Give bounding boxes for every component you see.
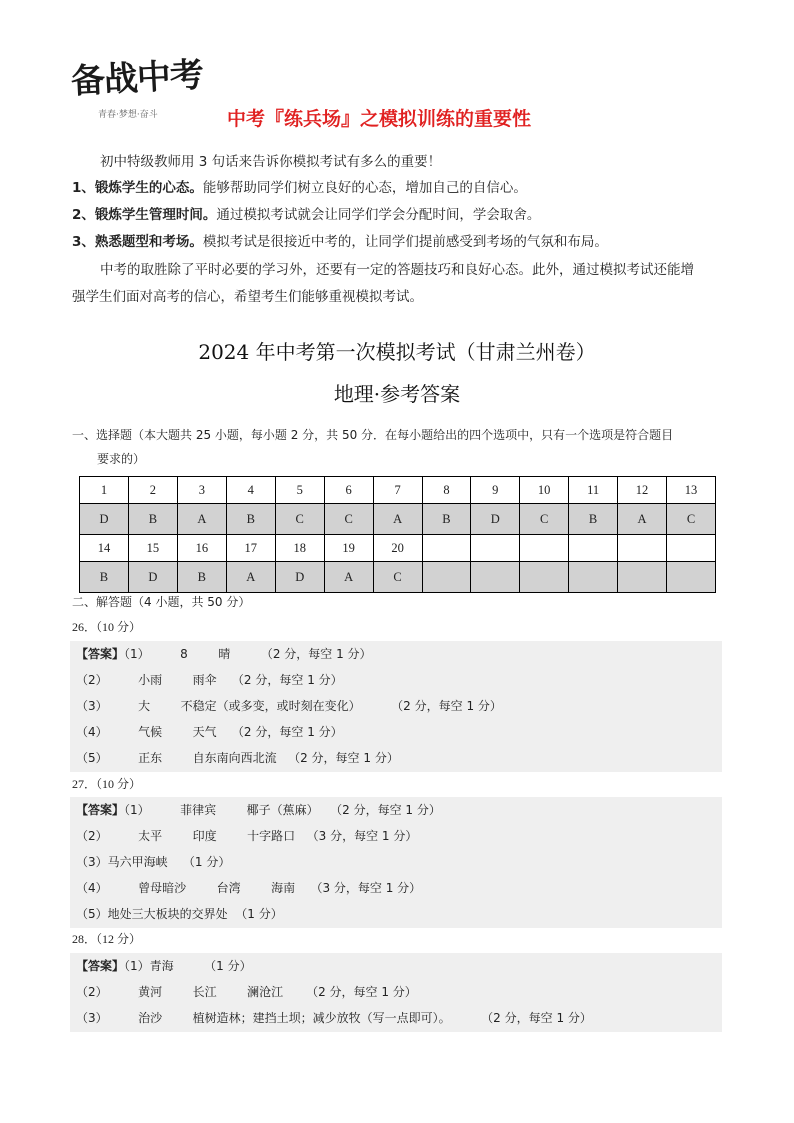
- q26-line-5: （5） 正东 自东南向西北流 （2 分，每空 1 分）: [76, 751, 399, 765]
- table-cell: [520, 562, 569, 593]
- table-cell: 20: [373, 535, 422, 562]
- q28-answer-box: [70, 953, 722, 1032]
- table-cell: D: [80, 504, 129, 535]
- point-text: 模拟考试是很接近中考的，让同学们提前感受到考场的气氛和布局。: [202, 234, 608, 250]
- answer-text: （1）青海 （1 分）: [124, 959, 252, 973]
- q27-answer-box: [70, 797, 722, 928]
- intro-point-2: [72, 205, 540, 225]
- table-cell: 6: [324, 477, 373, 504]
- q28-heading: 28．（12 分）: [72, 932, 142, 946]
- answer-label: 【答案】: [76, 803, 125, 817]
- table-cell: C: [275, 504, 324, 535]
- exam-subtitle: 地理·参考答案: [333, 382, 461, 406]
- table-cell: B: [422, 504, 471, 535]
- table-cell: B: [569, 504, 618, 535]
- point-bold: 锻炼学生管理时间。: [94, 207, 217, 223]
- q26-line-4: （4） 气候 天气 （2 分，每空 1 分）: [76, 725, 343, 739]
- table-cell: [471, 535, 520, 562]
- table-cell: 12: [618, 477, 667, 504]
- table-cell: D: [471, 504, 520, 535]
- table-cell: A: [324, 562, 373, 593]
- answer-table: [79, 476, 716, 593]
- logo: [70, 55, 220, 126]
- table-cell: [667, 535, 716, 562]
- point-num: 1、: [72, 180, 95, 196]
- table-cell: C: [324, 504, 373, 535]
- table-cell: C: [667, 504, 716, 535]
- logo-subtext: 青春·梦想·奋斗: [98, 110, 158, 120]
- q28-line-2: （2） 黄河 长江 澜沧江 （2 分，每空 1 分）: [76, 985, 417, 999]
- table-cell: 8: [422, 477, 471, 504]
- answer-text: （1） 菲律宾 椰子（蕉麻） （2 分，每空 1 分）: [124, 803, 441, 817]
- q27-line-2: （2） 太平 印度 十字路口 （3 分，每空 1 分）: [76, 829, 418, 843]
- table-row-answers-1: [80, 504, 716, 535]
- point-bold: 锻炼学生的心态。: [94, 180, 203, 196]
- point-text: 能够帮助同学们树立良好的心态，增加自己的自信心。: [202, 180, 527, 196]
- table-cell: 10: [520, 477, 569, 504]
- q28-line-3: （3） 治沙 植树造林；建挡土坝；减少放牧（写一点即可）。 （2 分，每空 1 分）: [76, 1011, 592, 1025]
- table-cell: C: [520, 504, 569, 535]
- table-cell: A: [373, 504, 422, 535]
- q26-heading: 26．（10 分）: [72, 620, 142, 634]
- q26-answer-box: [70, 641, 722, 772]
- table-cell: [520, 535, 569, 562]
- table-row-numbers-1: [80, 477, 716, 504]
- logo-text: 备战中考: [70, 55, 204, 102]
- table-cell: 3: [177, 477, 226, 504]
- point-bold: 熟悉题型和考场。: [94, 234, 203, 250]
- intro-lead: 初中特级教师用 3 句话来告诉你模拟考试有多么的重要！: [100, 154, 442, 170]
- q27-line-1: [76, 801, 441, 818]
- table-row-answers-2: [80, 562, 716, 593]
- table-cell: 1: [80, 477, 129, 504]
- table-cell: [569, 535, 618, 562]
- table-cell: 4: [226, 477, 275, 504]
- intro-point-1: [72, 178, 527, 198]
- section2-heading: 二、解答题（4 小题，共 50 分）: [72, 595, 251, 609]
- table-cell: 9: [471, 477, 520, 504]
- intro-paragraph-line2: 强学生们面对高考的信心，希望考生们能够重视模拟考试。: [72, 289, 423, 305]
- table-cell: B: [128, 504, 177, 535]
- table-cell: B: [177, 562, 226, 593]
- q28-line-1: [76, 957, 252, 974]
- q27-line-5: （5）地处三大板块的交界处 （1 分）: [76, 907, 283, 921]
- table-cell: [422, 562, 471, 593]
- table-cell: 13: [667, 477, 716, 504]
- table-cell: 15: [128, 535, 177, 562]
- q26-line-1: [76, 645, 372, 662]
- table-cell: 5: [275, 477, 324, 504]
- table-cell: 11: [569, 477, 618, 504]
- table-cell: [618, 535, 667, 562]
- point-text: 通过模拟考试就会让同学们学会分配时间，学会取舍。: [216, 207, 541, 223]
- table-cell: D: [275, 562, 324, 593]
- table-cell: [471, 562, 520, 593]
- banner-heading: 中考『练兵场』之模拟训练的重要性: [227, 108, 532, 130]
- exam-title: 2024 年中考第一次模拟考试（甘肃兰州卷）: [198, 340, 596, 364]
- intro-point-3: [72, 232, 608, 252]
- answer-text: （1） 8 晴 （2 分，每空 1 分）: [124, 647, 372, 661]
- point-num: 3、: [72, 234, 95, 250]
- table-cell: 17: [226, 535, 275, 562]
- table-cell: [667, 562, 716, 593]
- table-cell: [618, 562, 667, 593]
- answer-label: 【答案】: [76, 959, 125, 973]
- answer-label: 【答案】: [76, 647, 125, 661]
- table-cell: 19: [324, 535, 373, 562]
- table-cell: C: [373, 562, 422, 593]
- table-cell: [569, 562, 618, 593]
- section1-heading: 一、选择题（本大题共 25 小题，每小题 2 分，共 50 分．在每小题给出的四个选项中，只有一个选项是符合题目: [72, 428, 674, 442]
- intro-paragraph-line1: 中考的取胜除了平时必要的学习外，还要有一定的答题技巧和良好心态。此外，通过模拟考试还能增: [100, 262, 694, 278]
- point-num: 2、: [72, 207, 95, 223]
- table-cell: [422, 535, 471, 562]
- table-cell: B: [226, 504, 275, 535]
- table-cell: A: [618, 504, 667, 535]
- table-cell: 7: [373, 477, 422, 504]
- table-cell: 2: [128, 477, 177, 504]
- table-cell: A: [177, 504, 226, 535]
- q26-line-3: （3） 大 不稳定（或多变，或时刻在变化） （2 分，每空 1 分）: [76, 699, 502, 713]
- table-row-numbers-2: [80, 535, 716, 562]
- table-cell: 16: [177, 535, 226, 562]
- table-cell: 14: [80, 535, 129, 562]
- section1-heading-cont: 要求的）: [97, 452, 146, 466]
- q27-heading: 27．（10 分）: [72, 777, 142, 791]
- table-cell: B: [80, 562, 129, 593]
- q27-line-3: （3）马六甲海峡 （1 分）: [76, 855, 231, 869]
- q27-line-4: （4） 曾母暗沙 台湾 海南 （3 分，每空 1 分）: [76, 881, 422, 895]
- table-cell: D: [128, 562, 177, 593]
- q26-line-2: （2） 小雨 雨伞 （2 分，每空 1 分）: [76, 673, 343, 687]
- table-cell: 18: [275, 535, 324, 562]
- table-cell: A: [226, 562, 275, 593]
